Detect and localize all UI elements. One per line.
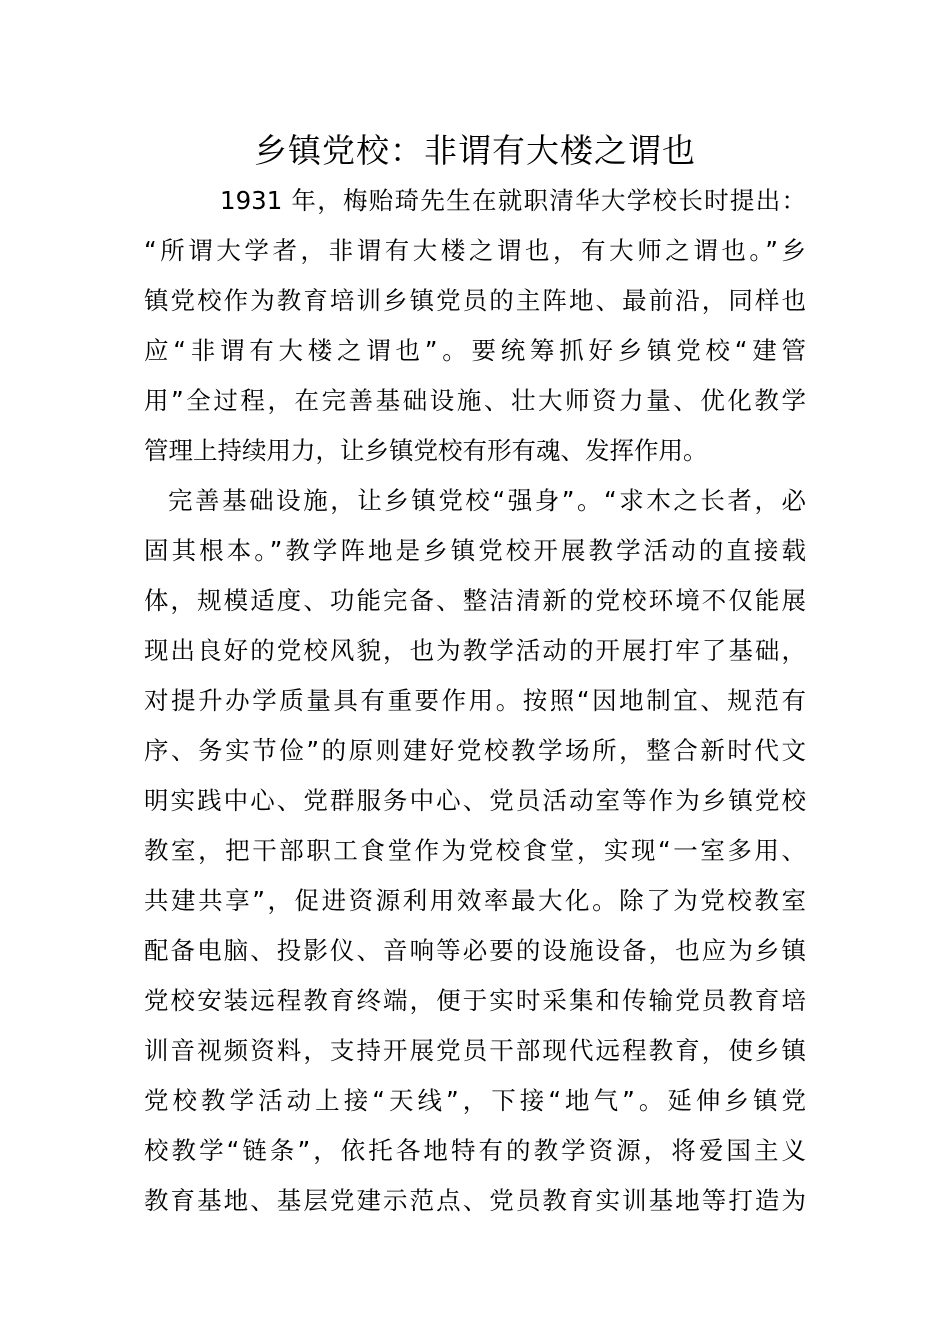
document-title: 乡镇党校：非谓有大楼之谓也 bbox=[254, 131, 696, 170]
paragraph-2-line: 党校教学活动上接“天线”，下接“地气”。延伸乡镇党 bbox=[144, 1086, 806, 1115]
paragraph-1-line: 管理上持续用力，让乡镇党校有形有魂、发挥作用。 bbox=[144, 436, 708, 465]
paragraph-2-line: 完善基础设施，让乡镇党校“强身”。“求木之长者，必 bbox=[168, 486, 806, 515]
paragraph-2-line: 固其根本。”教学阵地是乡镇党校开展教学活动的直接载 bbox=[144, 536, 806, 565]
paragraph-2-line: 现出良好的党校风貌，也为教学活动的开展打牢了基础， bbox=[144, 636, 806, 665]
paragraph-1-line: 应“非谓有大楼之谓也”。要统筹抓好乡镇党校“建管 bbox=[144, 336, 806, 365]
paragraph-2-line: 共建共享”，促进资源利用效率最大化。除了为党校教室 bbox=[144, 886, 806, 915]
paragraph-2-line: 党校安装远程教育终端，便于实时采集和传输党员教育培 bbox=[144, 986, 806, 1015]
paragraph-2-line: 配备电脑、投影仪、音响等必要的设施设备，也应为乡镇 bbox=[144, 936, 806, 965]
paragraph-2-line: 序、务实节俭”的原则建好党校教学场所，整合新时代文 bbox=[144, 736, 806, 765]
paragraph-2-line: 教室，把干部职工食堂作为党校食堂，实现“一室多用、 bbox=[144, 836, 806, 865]
paragraph-2-line: 教育基地、基层党建示范点、党员教育实训基地等打造为 bbox=[144, 1186, 806, 1215]
paragraph-2-line: 校教学“链条”，依托各地特有的教学资源，将爱国主义 bbox=[144, 1136, 806, 1165]
paragraph-1-line: “所谓大学者，非谓有大楼之谓也，有大师之谓也。”乡 bbox=[144, 236, 806, 265]
paragraph-2-line: 对提升办学质量具有重要作用。按照“因地制宜、规范有 bbox=[144, 686, 806, 715]
paragraph-2-line: 明实践中心、党群服务中心、党员活动室等作为乡镇党校 bbox=[144, 786, 806, 815]
paragraph-1-line: 1931 年，梅贻琦先生在就职清华大学校长时提出： bbox=[220, 186, 806, 215]
paragraph-1-line: 用”全过程，在完善基础设施、壮大师资力量、优化教学 bbox=[144, 386, 806, 415]
paragraph-2-line: 训音视频资料，支持开展党员干部现代远程教育，使乡镇 bbox=[144, 1036, 806, 1065]
paragraph-1-line: 镇党校作为教育培训乡镇党员的主阵地、最前沿，同样也 bbox=[144, 286, 806, 315]
paragraph-2-line: 体，规模适度、功能完备、整洁清新的党校环境不仅能展 bbox=[144, 586, 806, 615]
